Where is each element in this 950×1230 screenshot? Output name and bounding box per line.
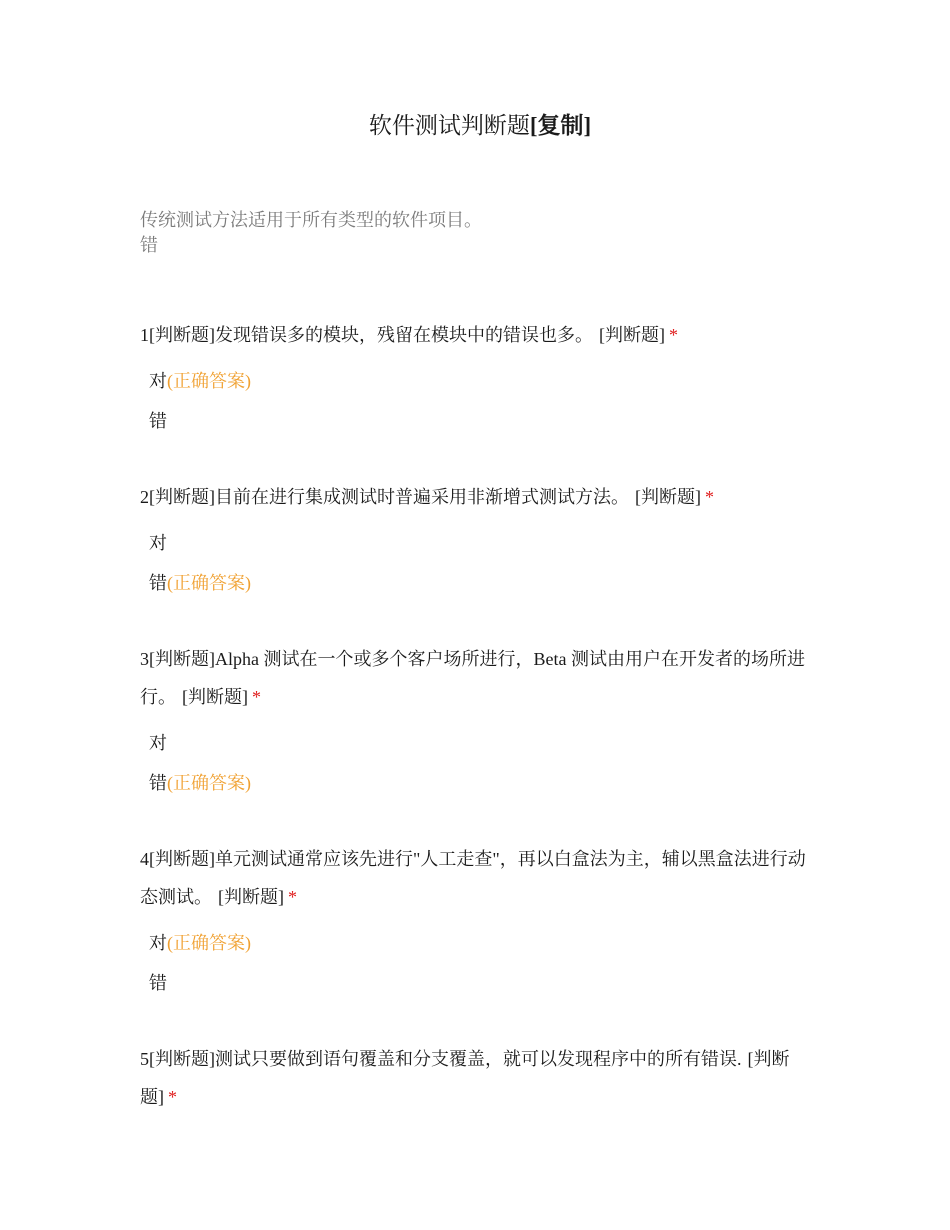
required-mark: * <box>705 487 714 507</box>
correct-answer-mark: (正确答案) <box>167 573 251 593</box>
question-text <box>140 316 820 354</box>
intro-line-1: 传统测试方法适用于所有类型的软件项目。 <box>140 210 482 230</box>
option-label: 错 <box>149 411 167 431</box>
option-label: 对 <box>149 533 167 553</box>
required-mark: * <box>252 687 261 707</box>
question-number: 5[判断题] <box>140 1049 215 1069</box>
question-number: 2[判断题] <box>140 487 215 507</box>
option-true[interactable] <box>140 523 820 563</box>
option-false[interactable] <box>140 401 820 441</box>
question-body: 单元测试通常应该先进行"人工走查"，再以白盒法为主，辅以黑盒法进行动态测试。 <box>140 849 806 907</box>
question-type-tag: [判断题] <box>140 1049 790 1107</box>
option-label: 错 <box>149 973 167 993</box>
question-text <box>140 1040 820 1116</box>
option-false[interactable] <box>140 763 820 803</box>
question-number: 1[判断题] <box>140 325 215 345</box>
title-suffix: [复制] <box>529 113 592 138</box>
question-5 <box>140 1040 820 1116</box>
correct-answer-mark: (正确答案) <box>167 933 251 953</box>
correct-answer-mark: (正确答案) <box>167 371 251 391</box>
question-text <box>140 640 820 716</box>
required-mark: * <box>288 887 297 907</box>
option-label: 对 <box>149 371 167 391</box>
option-false[interactable] <box>140 963 820 1003</box>
question-text <box>140 840 820 916</box>
question-2 <box>140 478 820 603</box>
question-1 <box>140 316 820 441</box>
option-label: 错 <box>149 573 167 593</box>
question-body: 目前在进行集成测试时普遍采用非渐增式测试方法。 <box>215 487 629 507</box>
required-mark: * <box>669 325 678 345</box>
intro-text <box>140 208 482 258</box>
option-label: 对 <box>149 933 167 953</box>
question-type-tag: [判断题] <box>182 687 248 707</box>
option-label: 对 <box>149 733 167 753</box>
question-body: Alpha 测试在一个或多个客户场所进行，Beta 测试由用户在开发者的场所进行。 <box>140 649 805 707</box>
question-number: 3[判断题] <box>140 649 215 669</box>
question-type-tag: [判断题] <box>635 487 701 507</box>
option-false[interactable] <box>140 563 820 603</box>
question-3 <box>140 640 820 803</box>
question-type-tag: [判断题] <box>599 325 665 345</box>
question-type-tag: [判断题] <box>218 887 284 907</box>
title-main: 软件测试判断题 <box>368 113 530 138</box>
page-title <box>140 108 820 144</box>
option-label: 错 <box>149 773 167 793</box>
question-body: 发现错误多的模块，残留在模块中的错误也多。 <box>215 325 593 345</box>
question-text <box>140 478 820 516</box>
option-true[interactable] <box>140 723 820 763</box>
question-body: 测试只要做到语句覆盖和分支覆盖，就可以发现程序中的所有错误. <box>215 1049 742 1069</box>
intro-line-2: 错 <box>140 235 158 255</box>
question-number: 4[判断题] <box>140 849 215 869</box>
correct-answer-mark: (正确答案) <box>167 773 251 793</box>
option-true[interactable] <box>140 361 820 401</box>
question-4 <box>140 840 820 1003</box>
required-mark: * <box>168 1087 177 1107</box>
option-true[interactable] <box>140 923 820 963</box>
